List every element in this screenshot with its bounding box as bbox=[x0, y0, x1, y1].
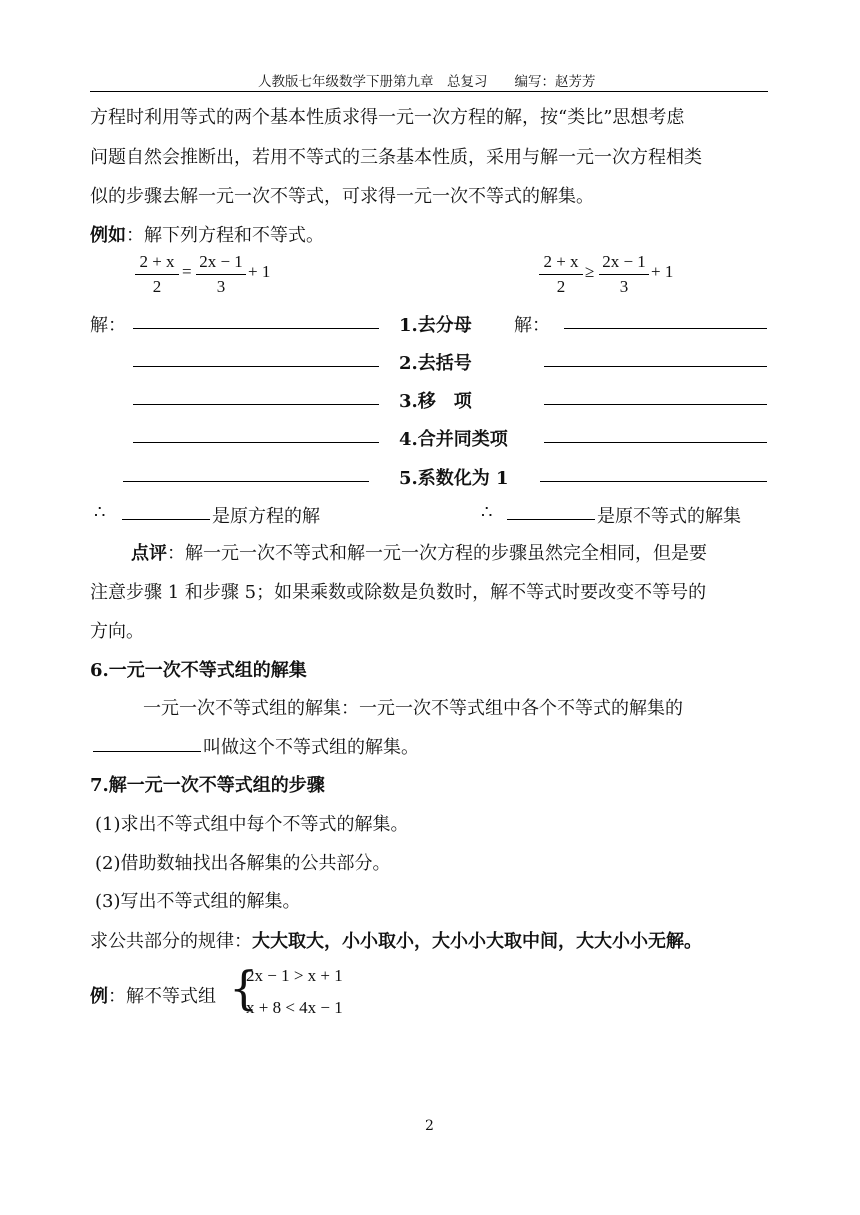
conclusion-equation: 是原方程的解 bbox=[212, 506, 320, 527]
ineq-operator: ≥ bbox=[585, 262, 595, 281]
eq-tail: + 1 bbox=[248, 262, 271, 281]
example-2-heading bbox=[90, 982, 216, 1008]
eq-denominator-right: 3 bbox=[216, 277, 226, 296]
conclusion-inequality: 是原不等式的解集 bbox=[597, 506, 741, 527]
para-line-3: 似的步骤去解一元一次不等式，可求得一元一次不等式的解集。 bbox=[90, 186, 594, 207]
example-heading bbox=[90, 221, 324, 247]
example-2-label: 例 bbox=[90, 986, 108, 1007]
answer-line-right-3 bbox=[544, 404, 767, 405]
conclusion-blank-right bbox=[507, 519, 595, 520]
section-7-item-2: (2)借助数轴找出各解集的公共部分。 bbox=[95, 853, 391, 874]
step-3: 3.移 项 bbox=[399, 391, 472, 412]
example-label: 例如 bbox=[90, 225, 126, 246]
answer-line-left-2 bbox=[133, 366, 379, 367]
section-6-line-1: 一元一次不等式组的解集：一元一次不等式组中各个不等式的解集的 bbox=[143, 698, 683, 719]
solve-label-left: 解： bbox=[90, 315, 126, 336]
rule-text: 大大取大，小小取小，大小小大取中间，大大小小无解。 bbox=[252, 931, 702, 952]
rule-line bbox=[90, 927, 702, 953]
therefore-right: ∴ bbox=[481, 502, 493, 523]
ineq-numerator-left: 2 + x bbox=[543, 252, 579, 271]
page-number: 2 bbox=[425, 1118, 434, 1134]
example-2-text: ：解不等式组 bbox=[108, 986, 216, 1007]
answer-line-left-4 bbox=[133, 442, 379, 443]
eq-numerator-right: 2x − 1 bbox=[199, 252, 243, 271]
answer-line-right-2 bbox=[544, 366, 767, 367]
step-2: 2.去括号 bbox=[399, 353, 472, 374]
ineq-denominator-left: 2 bbox=[556, 277, 566, 296]
step-5: 5.系数化为 1 bbox=[399, 468, 509, 489]
conclusion-blank-left bbox=[122, 519, 210, 520]
para-line-1: 方程时利用等式的两个基本性质求得一元一次方程的解，按“类比”思想考虑 bbox=[90, 107, 685, 128]
comment-text-1: ：解一元一次不等式和解一元一次方程的步骤虽然完全相同，但是要 bbox=[167, 543, 707, 564]
answer-line-right-4 bbox=[544, 442, 767, 443]
ineq-fraction-right bbox=[599, 251, 649, 298]
ineq-fraction-left bbox=[539, 251, 583, 298]
section-6-line-2: 叫做这个不等式组的解集。 bbox=[203, 737, 419, 758]
section-7-item-1: (1)求出不等式组中每个不等式的解集。 bbox=[95, 814, 409, 835]
answer-line-right-1 bbox=[564, 328, 767, 329]
answer-line-left-1 bbox=[133, 328, 379, 329]
eq-fraction-right bbox=[196, 251, 246, 298]
eq-operator: = bbox=[182, 262, 192, 281]
comment-line-1 bbox=[131, 539, 707, 565]
eq-numerator-left: 2 + x bbox=[139, 252, 175, 271]
answer-line-left-3 bbox=[133, 404, 379, 405]
answer-line-right-5 bbox=[540, 481, 767, 482]
solve-label-right: 解： bbox=[514, 315, 550, 336]
eq-denominator-left: 2 bbox=[152, 277, 162, 296]
example-text: ：解下列方程和不等式。 bbox=[126, 225, 324, 246]
ineq-denominator-right: 3 bbox=[619, 277, 629, 296]
header-rule bbox=[90, 91, 768, 92]
section-6-title: 6.一元一次不等式组的解集 bbox=[90, 660, 307, 681]
section-6-blank bbox=[93, 751, 201, 752]
system-brace: { bbox=[229, 961, 259, 1015]
system-inequality-2: x + 8 < 4x − 1 bbox=[246, 998, 343, 1017]
ineq-numerator-right: 2x − 1 bbox=[602, 252, 646, 271]
comment-line-3: 方向。 bbox=[90, 621, 144, 642]
eq-fraction-left bbox=[135, 251, 179, 298]
answer-line-left-5 bbox=[123, 481, 369, 482]
ineq-tail: + 1 bbox=[651, 262, 674, 281]
step-4: 4.合并同类项 bbox=[399, 429, 508, 450]
para-line-2: 问题自然会推断出，若用不等式的三条基本性质，采用与解一元一次方程相类 bbox=[90, 147, 702, 168]
therefore-left: ∴ bbox=[94, 502, 106, 523]
rule-label: 求公共部分的规律： bbox=[90, 931, 252, 952]
step-1: 1.去分母 bbox=[399, 315, 472, 336]
section-7-title: 7.解一元一次不等式组的步骤 bbox=[90, 775, 325, 796]
system-inequality-1: 2x − 1 > x + 1 bbox=[246, 966, 343, 985]
page-header: 人教版七年级数学下册第九章 总复习 编写：赵芳芳 bbox=[258, 74, 596, 90]
comment-line-2: 注意步骤 1 和步骤 5；如果乘数或除数是负数时，解不等式时要改变不等号的 bbox=[90, 582, 707, 603]
comment-label: 点评 bbox=[131, 543, 167, 564]
section-7-item-3: (3)写出不等式组的解集。 bbox=[95, 891, 301, 912]
